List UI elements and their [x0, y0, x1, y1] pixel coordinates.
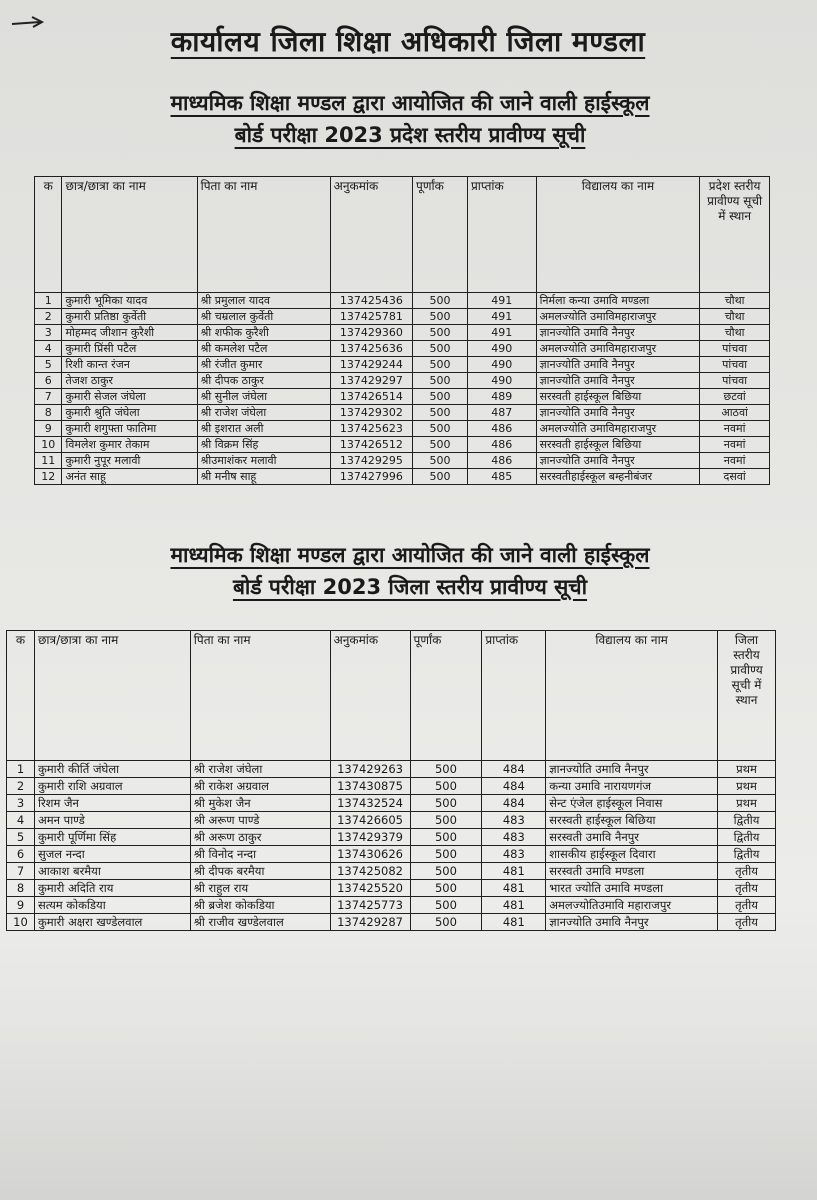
cell-father-name: श्री मनीष साहू: [197, 469, 330, 485]
cell-school-name: ज्ञानज्योति उमावि नैनपुर: [536, 357, 700, 373]
cell-max-marks: 500: [410, 761, 482, 778]
table-header-row: [35, 177, 770, 293]
cell-father-name: श्री रंजीत कुमार: [197, 357, 330, 373]
cell-roll-number: 137429287: [330, 914, 410, 931]
cell-rank: तृतीय: [718, 914, 776, 931]
cell-rank: तृतीय: [718, 897, 776, 914]
cell-school-name: सरस्वतीहाईस्कूल बम्हनीबंजर: [536, 469, 700, 485]
cell-rank: चौथा: [700, 309, 770, 325]
table-row: [35, 421, 770, 437]
cell-father-name: श्री विनोद नन्दा: [190, 846, 330, 863]
col-header-serial: क: [35, 177, 62, 293]
table-row: [35, 325, 770, 341]
cell-obtained-marks: 483: [482, 812, 546, 829]
cell-max-marks: 500: [413, 453, 468, 469]
col-header-student-name: छात्र/छात्रा का नाम: [34, 631, 190, 761]
table-row: [35, 373, 770, 389]
cell-father-name: श्री सुनील जंघेला: [197, 389, 330, 405]
cell-student-name: कुमारी पूर्णिमा सिंह: [34, 829, 190, 846]
table-row: [35, 389, 770, 405]
cell-serial: 5: [35, 357, 62, 373]
cell-serial: 4: [7, 812, 35, 829]
cell-rank: द्वितीय: [718, 829, 776, 846]
cell-father-name: श्री ब्रजेश कोकडिया: [190, 897, 330, 914]
cell-rank: प्रथम: [718, 778, 776, 795]
cell-obtained-marks: 490: [467, 373, 536, 389]
table-row: [35, 453, 770, 469]
cell-rank: तृतीय: [718, 880, 776, 897]
cell-father-name: श्री शफीक कुरैशी: [197, 325, 330, 341]
cell-obtained-marks: 490: [467, 357, 536, 373]
cell-father-name: श्री प्रमुलाल यादव: [197, 293, 330, 309]
table-row: [35, 357, 770, 373]
table-row: [35, 469, 770, 485]
cell-father-name: श्री अरूण ठाकुर: [190, 829, 330, 846]
cell-roll-number: 137429263: [330, 761, 410, 778]
cell-father-name: श्री मुकेश जैन: [190, 795, 330, 812]
cell-school-name: सरस्वती उमावि मण्डला: [546, 863, 718, 880]
cell-rank: चौथा: [700, 293, 770, 309]
cell-obtained-marks: 484: [482, 795, 546, 812]
cell-serial: 2: [7, 778, 35, 795]
cell-serial: 11: [35, 453, 62, 469]
cell-obtained-marks: 486: [467, 453, 536, 469]
cell-max-marks: 500: [413, 357, 468, 373]
cell-school-name: ज्ञानज्योति उमावि नैनपुर: [536, 373, 700, 389]
cell-student-name: आकाश बरमैया: [34, 863, 190, 880]
cell-school-name: अमलज्योति उमाविमहाराजपुर: [536, 309, 700, 325]
cell-obtained-marks: 486: [467, 421, 536, 437]
col-header-father-name: पिता का नाम: [197, 177, 330, 293]
cell-father-name: श्री राकेश अग्रवाल: [190, 778, 330, 795]
cell-roll-number: 137426512: [330, 437, 412, 453]
col-header-obtained-marks: प्राप्तांक: [482, 631, 546, 761]
cell-school-name: शासकीय हाईस्कूल दिवारा: [546, 846, 718, 863]
cell-rank: द्वितीय: [718, 812, 776, 829]
cell-max-marks: 500: [413, 405, 468, 421]
cell-school-name: अमलज्योति उमाविमहाराजपुर: [536, 421, 700, 437]
cell-rank: प्रथम: [718, 795, 776, 812]
cell-obtained-marks: 491: [467, 293, 536, 309]
cell-school-name: सरस्वती हाईस्कूल बिछिया: [536, 389, 700, 405]
cell-father-name: श्री अरूण पाण्डे: [190, 812, 330, 829]
table-row: [7, 880, 776, 897]
table-row: [35, 341, 770, 357]
col-header-serial: क: [7, 631, 35, 761]
cell-roll-number: 137429302: [330, 405, 412, 421]
cell-roll-number: 137425773: [330, 897, 410, 914]
col-header-school-name: विद्यालय का नाम: [546, 631, 718, 761]
cell-rank: तृतीय: [718, 863, 776, 880]
cell-serial: 9: [7, 897, 35, 914]
cell-serial: 3: [7, 795, 35, 812]
cell-school-name: निर्मला कन्या उमावि मण्डला: [536, 293, 700, 309]
cell-rank: पांचवा: [700, 373, 770, 389]
cell-obtained-marks: 481: [482, 863, 546, 880]
cell-serial: 10: [35, 437, 62, 453]
cell-father-name: श्री विक्रम सिंह: [197, 437, 330, 453]
office-title: कार्यालय जिला शिक्षा अधिकारी जिला मण्डला: [170, 25, 646, 58]
cell-rank: आठवां: [700, 405, 770, 421]
table-row: [35, 405, 770, 421]
cell-rank: नवमां: [700, 421, 770, 437]
cell-school-name: सरस्वती उमावि नैनपुर: [546, 829, 718, 846]
cell-max-marks: 500: [410, 880, 482, 897]
col-header-state-rank: प्रदेश स्तरीय प्रावीण्य सूची में स्थान: [700, 177, 770, 293]
cell-obtained-marks: 487: [467, 405, 536, 421]
col-header-school-name: विद्यालय का नाम: [536, 177, 700, 293]
section2-heading-line2: बोर्ड परीक्षा 2023 जिला स्तरीय प्रावीण्य सूची: [232, 575, 588, 599]
cell-roll-number: 137429295: [330, 453, 412, 469]
cell-max-marks: 500: [413, 309, 468, 325]
cell-student-name: कुमारी प्रिंसी पटैल: [62, 341, 197, 357]
cell-student-name: कुमारी सेजल जंघेला: [62, 389, 197, 405]
cell-roll-number: 137425082: [330, 863, 410, 880]
cell-max-marks: 500: [413, 293, 468, 309]
cell-serial: 9: [35, 421, 62, 437]
cell-student-name: विमलेश कुमार तेकाम: [62, 437, 197, 453]
cell-father-name: श्री दीपक बरमैया: [190, 863, 330, 880]
cell-obtained-marks: 481: [482, 914, 546, 931]
cell-father-name: श्रीउमाशंकर मलावी: [197, 453, 330, 469]
cell-serial: 10: [7, 914, 35, 931]
cell-father-name: श्री दीपक ठाकुर: [197, 373, 330, 389]
cell-roll-number: 137425436: [330, 293, 412, 309]
cell-school-name: ज्ञानज्योति उमावि नैनपुर: [536, 325, 700, 341]
cell-rank: नवमां: [700, 437, 770, 453]
table-row: [7, 846, 776, 863]
table-row: [7, 897, 776, 914]
cell-max-marks: 500: [413, 325, 468, 341]
cell-student-name: कुमारी भूमिका यादव: [62, 293, 197, 309]
cell-father-name: श्री चम्रलाल कुर्वेती: [197, 309, 330, 325]
cell-student-name: कुमारी राशि अग्रवाल: [34, 778, 190, 795]
cell-school-name: अमलज्योति उमाविमहाराजपुर: [536, 341, 700, 357]
cell-max-marks: 500: [413, 341, 468, 357]
col-header-roll-number: अनुकमांक: [330, 177, 412, 293]
cell-student-name: सत्यम कोकडिया: [34, 897, 190, 914]
cell-obtained-marks: 484: [482, 778, 546, 795]
cell-max-marks: 500: [410, 863, 482, 880]
cell-obtained-marks: 489: [467, 389, 536, 405]
cell-roll-number: 137425636: [330, 341, 412, 357]
col-header-student-name: छात्र/छात्रा का नाम: [62, 177, 197, 293]
cell-student-name: कुमारी अक्षरा खण्डेलवाल: [34, 914, 190, 931]
cell-rank: छटवां: [700, 389, 770, 405]
cell-student-name: तेजश ठाकुर: [62, 373, 197, 389]
table-row: [35, 309, 770, 325]
cell-school-name: ज्ञानज्योति उमावि नैनपुर: [546, 914, 718, 931]
cell-serial: 3: [35, 325, 62, 341]
cell-max-marks: 500: [410, 897, 482, 914]
cell-roll-number: 137430626: [330, 846, 410, 863]
cell-student-name: कुमारी शगुफ्ता फातिमा: [62, 421, 197, 437]
table-row: [7, 863, 776, 880]
col-header-roll-number: अनुकमांक: [330, 631, 410, 761]
table-row: [7, 829, 776, 846]
cell-rank: पांचवा: [700, 357, 770, 373]
cell-school-name: कन्या उमावि नारायणगंज: [546, 778, 718, 795]
col-header-obtained-marks: प्राप्तांक: [467, 177, 536, 293]
cell-father-name: श्री इशरात अली: [197, 421, 330, 437]
cell-roll-number: 137432524: [330, 795, 410, 812]
col-header-max-marks: पूर्णांक: [410, 631, 482, 761]
cell-max-marks: 500: [413, 373, 468, 389]
cell-obtained-marks: 481: [482, 880, 546, 897]
cell-serial: 6: [35, 373, 62, 389]
cell-serial: 8: [35, 405, 62, 421]
section1-heading-line1: माध्यमिक शिक्षा मण्डल द्वारा आयोजित की जाने वाली हाईस्कूल: [170, 91, 650, 115]
cell-student-name: कुमारी नुपूर मलावी: [62, 453, 197, 469]
cell-max-marks: 500: [410, 795, 482, 812]
cell-rank: पांचवा: [700, 341, 770, 357]
cell-obtained-marks: 491: [467, 325, 536, 341]
cell-obtained-marks: 491: [467, 309, 536, 325]
cell-student-name: सुजल नन्दा: [34, 846, 190, 863]
cell-school-name: ज्ञानज्योति उमावि नैनपुर: [536, 405, 700, 421]
cell-max-marks: 500: [410, 812, 482, 829]
cell-roll-number: 137430875: [330, 778, 410, 795]
cell-roll-number: 137425781: [330, 309, 412, 325]
page-shadow: [0, 1015, 817, 1200]
cell-serial: 4: [35, 341, 62, 357]
cell-obtained-marks: 481: [482, 897, 546, 914]
col-header-district-rank: जिला स्तरीय प्रावीण्य सूची में स्थान: [718, 631, 776, 761]
cell-student-name: कुमारी अदिति राय: [34, 880, 190, 897]
table-row: [7, 914, 776, 931]
section1-heading-line2: बोर्ड परीक्षा 2023 प्रदेश स्तरीय प्रावीण्य सूची: [234, 123, 586, 147]
table-row: [7, 761, 776, 778]
cell-obtained-marks: 490: [467, 341, 536, 357]
col-header-max-marks: पूर्णांक: [413, 177, 468, 293]
table-row: [35, 293, 770, 309]
district-merit-list-table: [6, 630, 776, 931]
cell-max-marks: 500: [413, 437, 468, 453]
table-row: [7, 795, 776, 812]
pen-scribble-mark: [10, 14, 52, 30]
cell-student-name: कुमारी प्रतिष्ठा कुर्वेती: [62, 309, 197, 325]
cell-obtained-marks: 485: [467, 469, 536, 485]
cell-max-marks: 500: [413, 389, 468, 405]
cell-serial: 5: [7, 829, 35, 846]
cell-roll-number: 137425520: [330, 880, 410, 897]
cell-max-marks: 500: [410, 846, 482, 863]
cell-serial: 7: [35, 389, 62, 405]
cell-obtained-marks: 484: [482, 761, 546, 778]
cell-school-name: सरस्वती हाईस्कूल बिछिया: [536, 437, 700, 453]
cell-roll-number: 137429360: [330, 325, 412, 341]
cell-roll-number: 137425623: [330, 421, 412, 437]
table-header-row: [7, 631, 776, 761]
cell-rank: चौथा: [700, 325, 770, 341]
table-row: [35, 437, 770, 453]
cell-father-name: श्री कमलेश पटैल: [197, 341, 330, 357]
cell-obtained-marks: 483: [482, 846, 546, 863]
cell-serial: 2: [35, 309, 62, 325]
cell-roll-number: 137427996: [330, 469, 412, 485]
cell-student-name: रिशम जैन: [34, 795, 190, 812]
cell-roll-number: 137429297: [330, 373, 412, 389]
cell-student-name: अनंत साहू: [62, 469, 197, 485]
cell-school-name: सरस्वती हाईस्कूल बिछिया: [546, 812, 718, 829]
cell-obtained-marks: 486: [467, 437, 536, 453]
cell-rank: द्वितीय: [718, 846, 776, 863]
cell-rank: प्रथम: [718, 761, 776, 778]
cell-school-name: ज्ञानज्योति उमावि नैनपुर: [546, 761, 718, 778]
cell-student-name: मोहम्मद जीशान कुरैशी: [62, 325, 197, 341]
cell-roll-number: 137429379: [330, 829, 410, 846]
cell-serial: 12: [35, 469, 62, 485]
cell-max-marks: 500: [410, 778, 482, 795]
col-header-father-name: पिता का नाम: [190, 631, 330, 761]
cell-student-name: अमन पाण्डे: [34, 812, 190, 829]
cell-father-name: श्री राहुल राय: [190, 880, 330, 897]
cell-roll-number: 137426605: [330, 812, 410, 829]
cell-student-name: रिशी कान्त रंजन: [62, 357, 197, 373]
cell-school-name: अमलज्योतिउमावि महाराजपुर: [546, 897, 718, 914]
cell-max-marks: 500: [413, 421, 468, 437]
cell-school-name: सेन्ट एंजेल हाईस्कूल निवास: [546, 795, 718, 812]
cell-max-marks: 500: [410, 914, 482, 931]
cell-rank: दसवां: [700, 469, 770, 485]
table-row: [7, 812, 776, 829]
cell-max-marks: 500: [413, 469, 468, 485]
cell-father-name: श्री राजीव खण्डेलवाल: [190, 914, 330, 931]
state-merit-list-table: [34, 176, 770, 485]
table-row: [7, 778, 776, 795]
cell-max-marks: 500: [410, 829, 482, 846]
cell-school-name: भारत ज्योति उमावि मण्डला: [546, 880, 718, 897]
cell-father-name: श्री राजेश जंघेला: [197, 405, 330, 421]
section2-heading-line1: माध्यमिक शिक्षा मण्डल द्वारा आयोजित की जाने वाली हाईस्कूल: [170, 543, 650, 567]
cell-roll-number: 137429244: [330, 357, 412, 373]
cell-father-name: श्री राजेश जंघेला: [190, 761, 330, 778]
cell-serial: 7: [7, 863, 35, 880]
cell-serial: 6: [7, 846, 35, 863]
cell-serial: 8: [7, 880, 35, 897]
cell-obtained-marks: 483: [482, 829, 546, 846]
cell-roll-number: 137426514: [330, 389, 412, 405]
cell-serial: 1: [35, 293, 62, 309]
cell-rank: नवमां: [700, 453, 770, 469]
cell-student-name: कुमारी श्रुति जंघेला: [62, 405, 197, 421]
cell-serial: 1: [7, 761, 35, 778]
cell-school-name: ज्ञानज्योति उमावि नैनपुर: [536, 453, 700, 469]
cell-student-name: कुमारी कीर्ति जंघेला: [34, 761, 190, 778]
